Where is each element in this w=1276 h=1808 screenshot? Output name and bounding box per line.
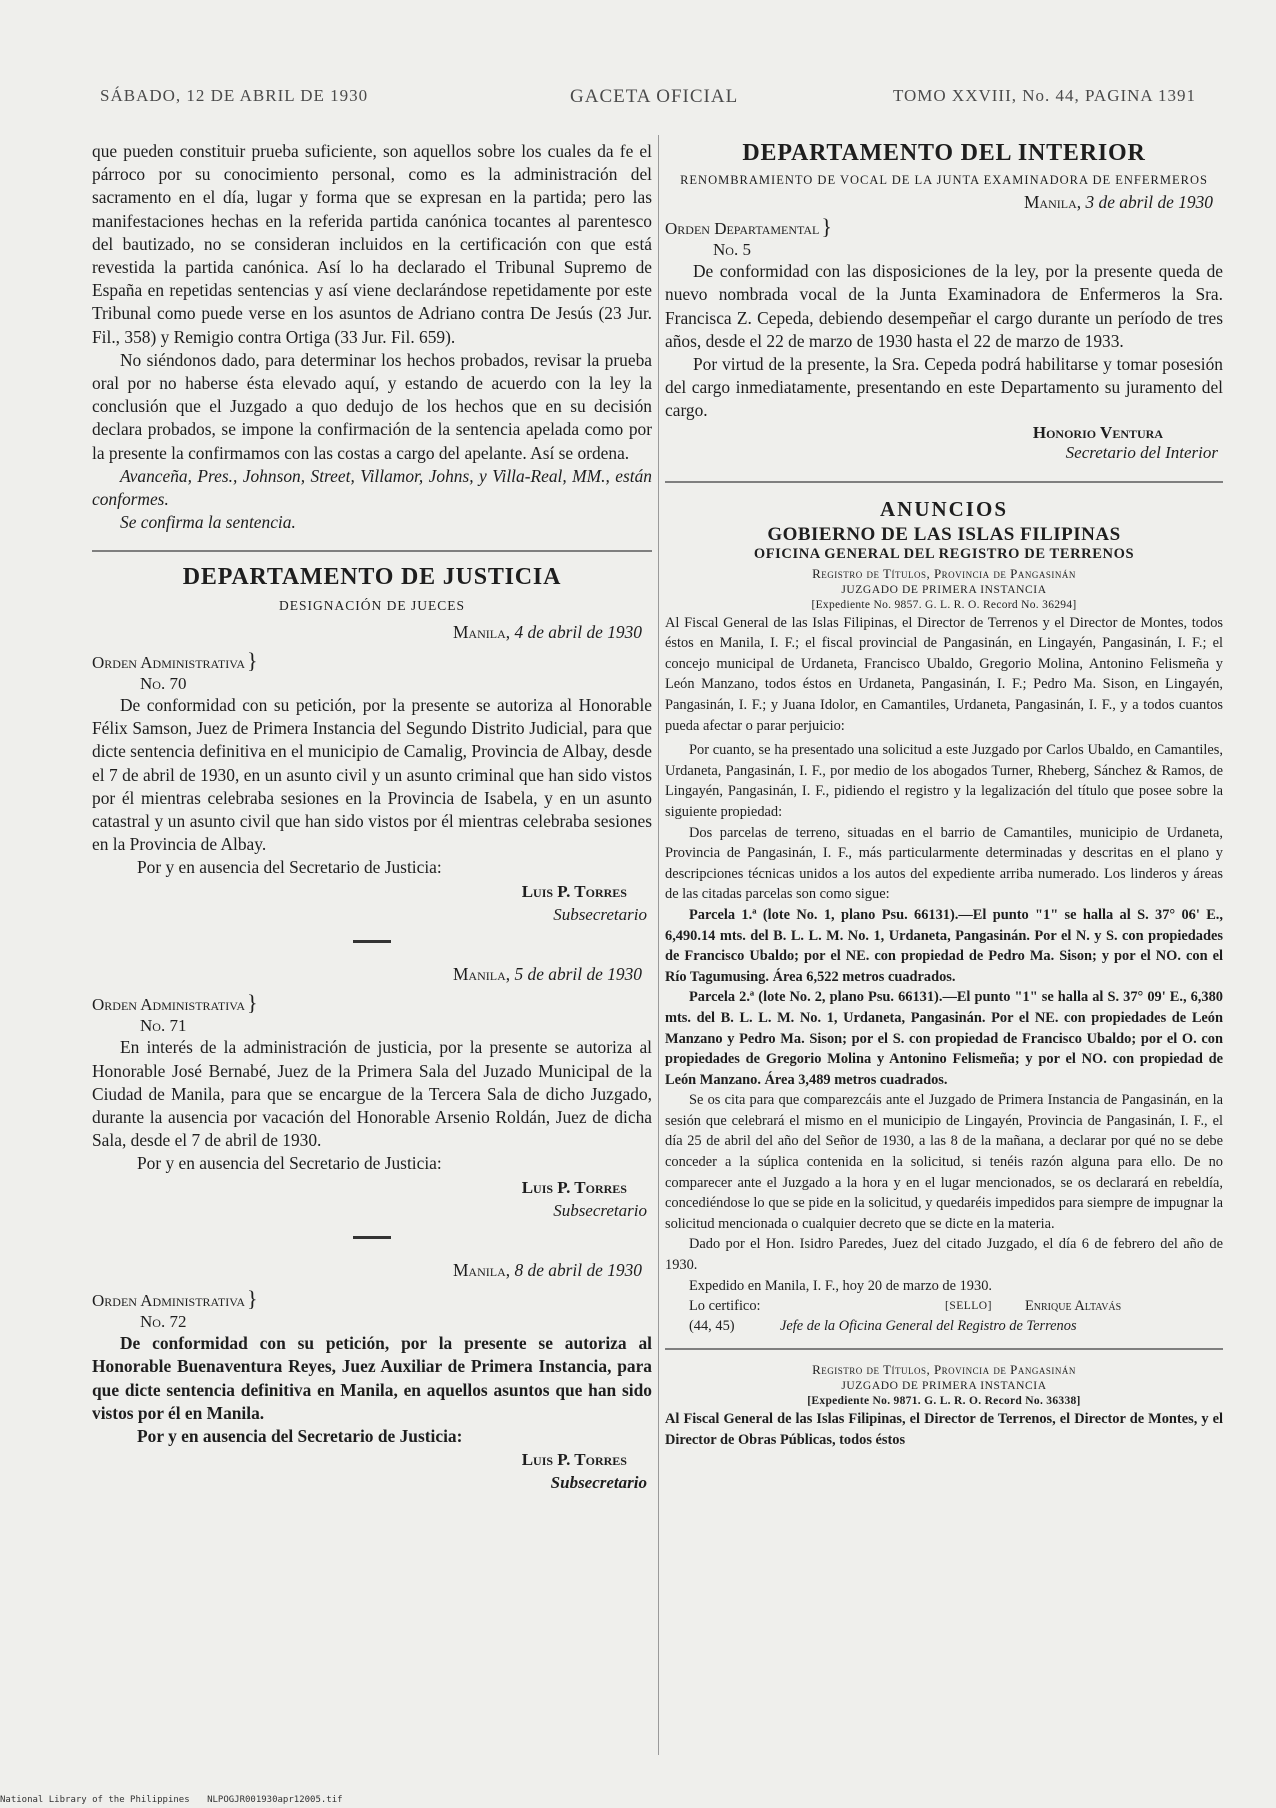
- order-signer: Luis P. Torres: [521, 1177, 627, 1197]
- order-heading: [92, 1286, 652, 1332]
- separator-dash: [353, 940, 391, 943]
- renombramiento-subtitle: RENOMBRAMIENTO DE VOCAL DE LA JUNTA EXAMINADORA DE ENFERMEROS: [680, 173, 1208, 187]
- header-publication: GACETA OFICIAL: [570, 86, 739, 107]
- designation-subtitle: DESIGNACIÓN DE JUECES: [279, 597, 465, 613]
- anuncios-heading: ANUNCIOS: [879, 496, 1008, 521]
- order-text: En interés de la administración de justicia, por la presente se autoriza al Honorable José Bernabé, Juez de la Primera Sala del Juzado Municipal de la Ciudad de Manila, para que se encargue de la Tercera Sala de dicho Juzgado, durante la ausencia por vacación del Honorable Arsenio Roldán, Juez de dicha Sala, desde el 7 de abril de 1930.: [92, 1037, 652, 1151]
- page-header: [100, 86, 1196, 112]
- notice-ref: (44, 45): [689, 1318, 735, 1335]
- header-volume: TOMO XXVIII, No. 44, PAGINA 1391: [892, 86, 1196, 105]
- order-date: 4 de abril de 1930: [514, 621, 642, 642]
- certifier-role: Jefe de la Oficina General del Registro de Terrenos: [780, 1318, 1077, 1335]
- notice-given-by: Dado por el Hon. Isidro Paredes, Juez del citado Juzgado, el día 6 de febrero del año de 1930.: [665, 1236, 1223, 1274]
- order-city: Manila,: [452, 1259, 511, 1280]
- order-signer: Luis P. Torres: [521, 1450, 627, 1470]
- order-label: Orden Administrativa}: [92, 990, 258, 1016]
- order-date: 8 de abril de 1930: [514, 1259, 642, 1280]
- registro-title: Registro de Títulos, Provincia de Pangasinán: [812, 565, 1076, 581]
- oficina-heading: OFICINA GENERAL DEL REGISTRO DE TERRENOS: [753, 545, 1135, 562]
- interior-order-number: No. 5: [713, 240, 751, 260]
- interior-signer-role: Secretario del Interior: [1065, 442, 1218, 462]
- scan-footer: [0, 1795, 355, 1805]
- notice-parcel-2: Parcela 2.ª (lote No. 2, plano Psu. 66131).—El punto "1" se halla al S. 37° 09' E., 6,380 mts. del B. L. L. M. No. 1, Urdaneta, Pangasinán. Por el NE. con propiedades de León Manzano y Pedro Ma. Sison; por el S. con propiedad de Francisco Ubaldo; por el O. con propiedades de Gregorio Molina y Antonino Felismeña; y por el NO. con propiedad de León Manzano. Área 3,489 metros cuadrados.: [665, 989, 1223, 1088]
- order-dateline: [92, 621, 642, 644]
- certifico-label: Lo certifico:: [689, 1298, 761, 1315]
- section-rule: [92, 550, 652, 552]
- juzgado-title: JUZGADO DE PRIMERA INSTANCIA: [841, 583, 1047, 596]
- registro-title-2: Registro de Títulos, Provincia de Pangasinán: [812, 1362, 1076, 1378]
- order-label: Orden Administrativa}: [92, 1286, 258, 1312]
- order-text: De conformidad con su petición, por la presente se autoriza al Honorable Félix Samson, Juez de Primera Instancia del Segundo Distrito Judicial, para que dicte sentencia definitiva en el municipio de Camalig, Provincia de Albay, desde el 7 de abril de 1930, en un asunto civil y un asunto criminal que han sido vistos por él mientras celebraba sesiones en la Provincia de Isabela, y en un asunto catastral y un asunto civil que han sido vistos por él mientras celebraba sesiones en la Provincia de Albay.: [92, 695, 652, 855]
- certifier-name: Enrique Altavás: [1025, 1298, 1122, 1315]
- order-city: Manila,: [452, 964, 511, 985]
- order-signer-role: Subsecretario: [553, 1200, 647, 1220]
- order-closing: Por y en ausencia del Secretario de Justicia:: [137, 1425, 463, 1446]
- certification-line: [665, 1296, 1223, 1316]
- interior-signer: Honorio Ventura: [1032, 422, 1163, 442]
- order-number: No. 72: [140, 1312, 187, 1332]
- notice-rule: [665, 1348, 1223, 1350]
- order-closing: Por y en ausencia del Secretario de Justicia:: [137, 1153, 442, 1174]
- interior-city: Manila,: [1023, 192, 1082, 212]
- interior-order-heading: [665, 214, 1223, 260]
- notice-citation: Se os cita para que comparezcáis ante el Juzgado de Primera Instancia de Pangasinán, en la sesión que celebrará el mismo en el municipio de Lingayén, Provincia de Pangasinán, I. F., el día 25 de abril del año del Señor de 1930, a las 8 de la mañana, a declarar por qué no se debe conceder a la súplica contenida en la solicitud, si tenéis razón alguna para ello. De no comparecer ante el Juzgado a la hora y en el lugar mencionados, se os declarará en rebeldía, concediéndose lo que se pide en la solicitud, y quedaréis impedidos para siempre de impugnar la solicitud mencionada o cualquier decreto que se dicte en la materia.: [665, 1092, 1223, 1232]
- interior-date: 3 de abril de 1930: [1085, 192, 1213, 212]
- notice-address: Al Fiscal General de las Islas Filipinas, el Director de Terrenos y el Director de Montes, todos éstos en Manila, I. F.; el fiscal provincial de Pangasinán, en Lingayén, Pangasinán, I. F.; el concejo municipal de Urdaneta, Francisco Ubaldo, Gregorio Molina, Antonino Felismeña y León Manzano, todos éstos en Urdaneta, Pangasinán, I. F.; Pedro Ma. Sison, en Lingayén, Pangasinán, I. F.; y Juana Idolor, en Camantiles, Urdaneta, Pangasinán, I. F., y a todos cuantos pueda afectar o parar perjuicio:: [665, 614, 1223, 734]
- order-dateline: [92, 963, 642, 986]
- order-label: Orden Administrativa}: [92, 648, 258, 674]
- interior-dateline: [665, 191, 1213, 214]
- order-heading: [92, 990, 652, 1036]
- expediente-ref: [Expediente No. 9857. G. L. R. O. Record No. 36294]: [811, 598, 1077, 611]
- header-date: SÁBADO, 12 DE ABRIL DE 1930: [100, 86, 369, 105]
- decision-ruling: Se confirma la sentencia.: [120, 512, 296, 533]
- judges-concurrence: Avanceña, Pres., Johnson, Street, Villamor, Johns, y Villa-Real, MM., están conformes.: [92, 465, 652, 510]
- order-signer-role: Subsecretario: [550, 1473, 647, 1493]
- order-dateline: [92, 1259, 642, 1282]
- order-closing: Por y en ausencia del Secretario de Justicia:: [137, 857, 442, 878]
- order-heading: [92, 648, 652, 694]
- order-signer: Luis P. Torres: [521, 881, 627, 901]
- scan-filename: NLPOGJR001930apr12005.tif: [207, 1795, 343, 1805]
- decision-continuation: que pueden constituir prueba suficiente, son aquellos sobre los cuales da fe el párroco por su conocimiento personal, como es la administración del sacramento en el día, lugar y forma que se expresan en la partida; pero las manifestaciones hechas en la referida partida canónica tocantes al parentesco del bautizado, no se consideran incluidos en la certificación con que está revestida la partida canónica. Así lo ha declarado el Tribunal Supremo de España en repetidas sentencias y así viene declarándose repetidamente por este Tribunal como puede verse en los asuntos de Adriano contra De Jesús (23 Jur. Fil., 358) y Remigio contra Ortiga (33 Jur. Fil. 659).: [92, 141, 652, 347]
- department-interior-title: DEPARTAMENTO DEL INTERIOR: [742, 140, 1146, 166]
- notice-issued: Expedido en Manila, I. F., hoy 20 de marzo de 1930.: [689, 1277, 992, 1294]
- interior-order-label: Orden Departamental}: [665, 214, 832, 240]
- gobierno-heading: GOBIERNO DE LAS ISLAS FILIPINAS: [767, 523, 1121, 545]
- department-justice-title: DEPARTAMENTO DE JUSTICIA: [182, 564, 562, 591]
- seal-label: [SELLO]: [945, 1300, 992, 1313]
- column-divider: [658, 135, 659, 1755]
- separator-dash: [353, 1236, 391, 1239]
- interior-paragraph-1: De conformidad con las disposiciones de la ley, por la presente queda de nuevo nombrada vocal de la Junta Examinadora de Enfermeros la Sra. Francisca Z. Cepeda, debiendo desempeñar el cargo durante un período de tres años, desde el 22 de marzo de 1930 hasta el 22 de marzo de 1933.: [665, 261, 1223, 351]
- interior-paragraph-2: Por virtud de la presente, la Sra. Cepeda podrá habilitarse y tomar posesión del cargo inmediatamente, presentando en este Departamento su juramento del cargo.: [665, 354, 1223, 421]
- section-rule: [665, 481, 1223, 483]
- notice-paragraph: Dos parcelas de terreno, situadas en el barrio de Camantiles, municipio de Urdaneta, Provincia de Pangasinán, I. F., más particularmente determinadas y descritas en el plano y descripciones técnicas unidos a los autos del expediente arriba numerado. Los linderos y áreas de las citadas parcelas son como sigue:: [665, 824, 1223, 903]
- notice-parcel-1: Parcela 1.ª (lote No. 1, plano Psu. 66131).—El punto "1" se halla al S. 37° 06' E., 6,490.14 mts. del B. L. L. M. No. 1, Urdaneta, Pangasinán. Por el N. y S. con propiedades de Francisco Ubaldo; por el NE. con propiedad de Pedro Ma. Sison; y por el NO. con el Río Tagumusing. Área 6,522 metros cuadrados.: [665, 906, 1223, 985]
- notice-address-2: Al Fiscal General de las Islas Filipinas, el Director de Terrenos, el Director de Montes, y el Director de Obras Públicas, todos éstos: [665, 1411, 1223, 1448]
- order-number: No. 71: [140, 1016, 187, 1036]
- order-city: Manila,: [452, 621, 511, 642]
- juzgado-title-2: JUZGADO DE PRIMERA INSTANCIA: [841, 1380, 1047, 1393]
- order-text: De conformidad con su petición, por la presente se autoriza al Honorable Buenaventura Reyes, Juez Auxiliar de Primera Instancia, para que dicte sentencia definitiva en Manila, en aquellos asuntos que han sido vistos por él en Manila.: [92, 1333, 652, 1423]
- scan-source: National Library of the Philippines: [0, 1795, 190, 1805]
- order-date: 5 de abril de 1930: [514, 964, 642, 985]
- expediente-ref-2: [Expediente No. 9871. G. L. R. O. Record No. 36338]: [807, 1395, 1081, 1408]
- certifier-role-line: [665, 1316, 1223, 1338]
- notice-paragraph: Por cuanto, se ha presentado una solicitud a este Juzgado por Carlos Ubaldo, en Camantiles, Urdaneta, Pangasinán, I. F., por medio de los abogados Turner, Rheberg, Sánchez & Ramos, de Lingayén, Pangasinán, I. F., pidiendo el registro y la legalización del título que posee sobre la siguiente propiedad:: [665, 742, 1223, 820]
- decision-paragraph: No siéndonos dado, para determinar los hechos probados, revisar la prueba oral por no haberse ésta elevado aquí, y estando de acuerdo con la ley la conclusión que el Juzgado a quo dedujo de los hechos que en su decisión declara probados, se impone la confirmación de la sentencia apelada como por la presente la confirmamos con las costas a cargo del apelante. Así se ordena.: [92, 349, 652, 463]
- order-signer-role: Subsecretario: [553, 904, 647, 924]
- right-column: [665, 140, 1223, 1768]
- left-column: [92, 140, 652, 1768]
- order-number: No. 70: [140, 674, 187, 694]
